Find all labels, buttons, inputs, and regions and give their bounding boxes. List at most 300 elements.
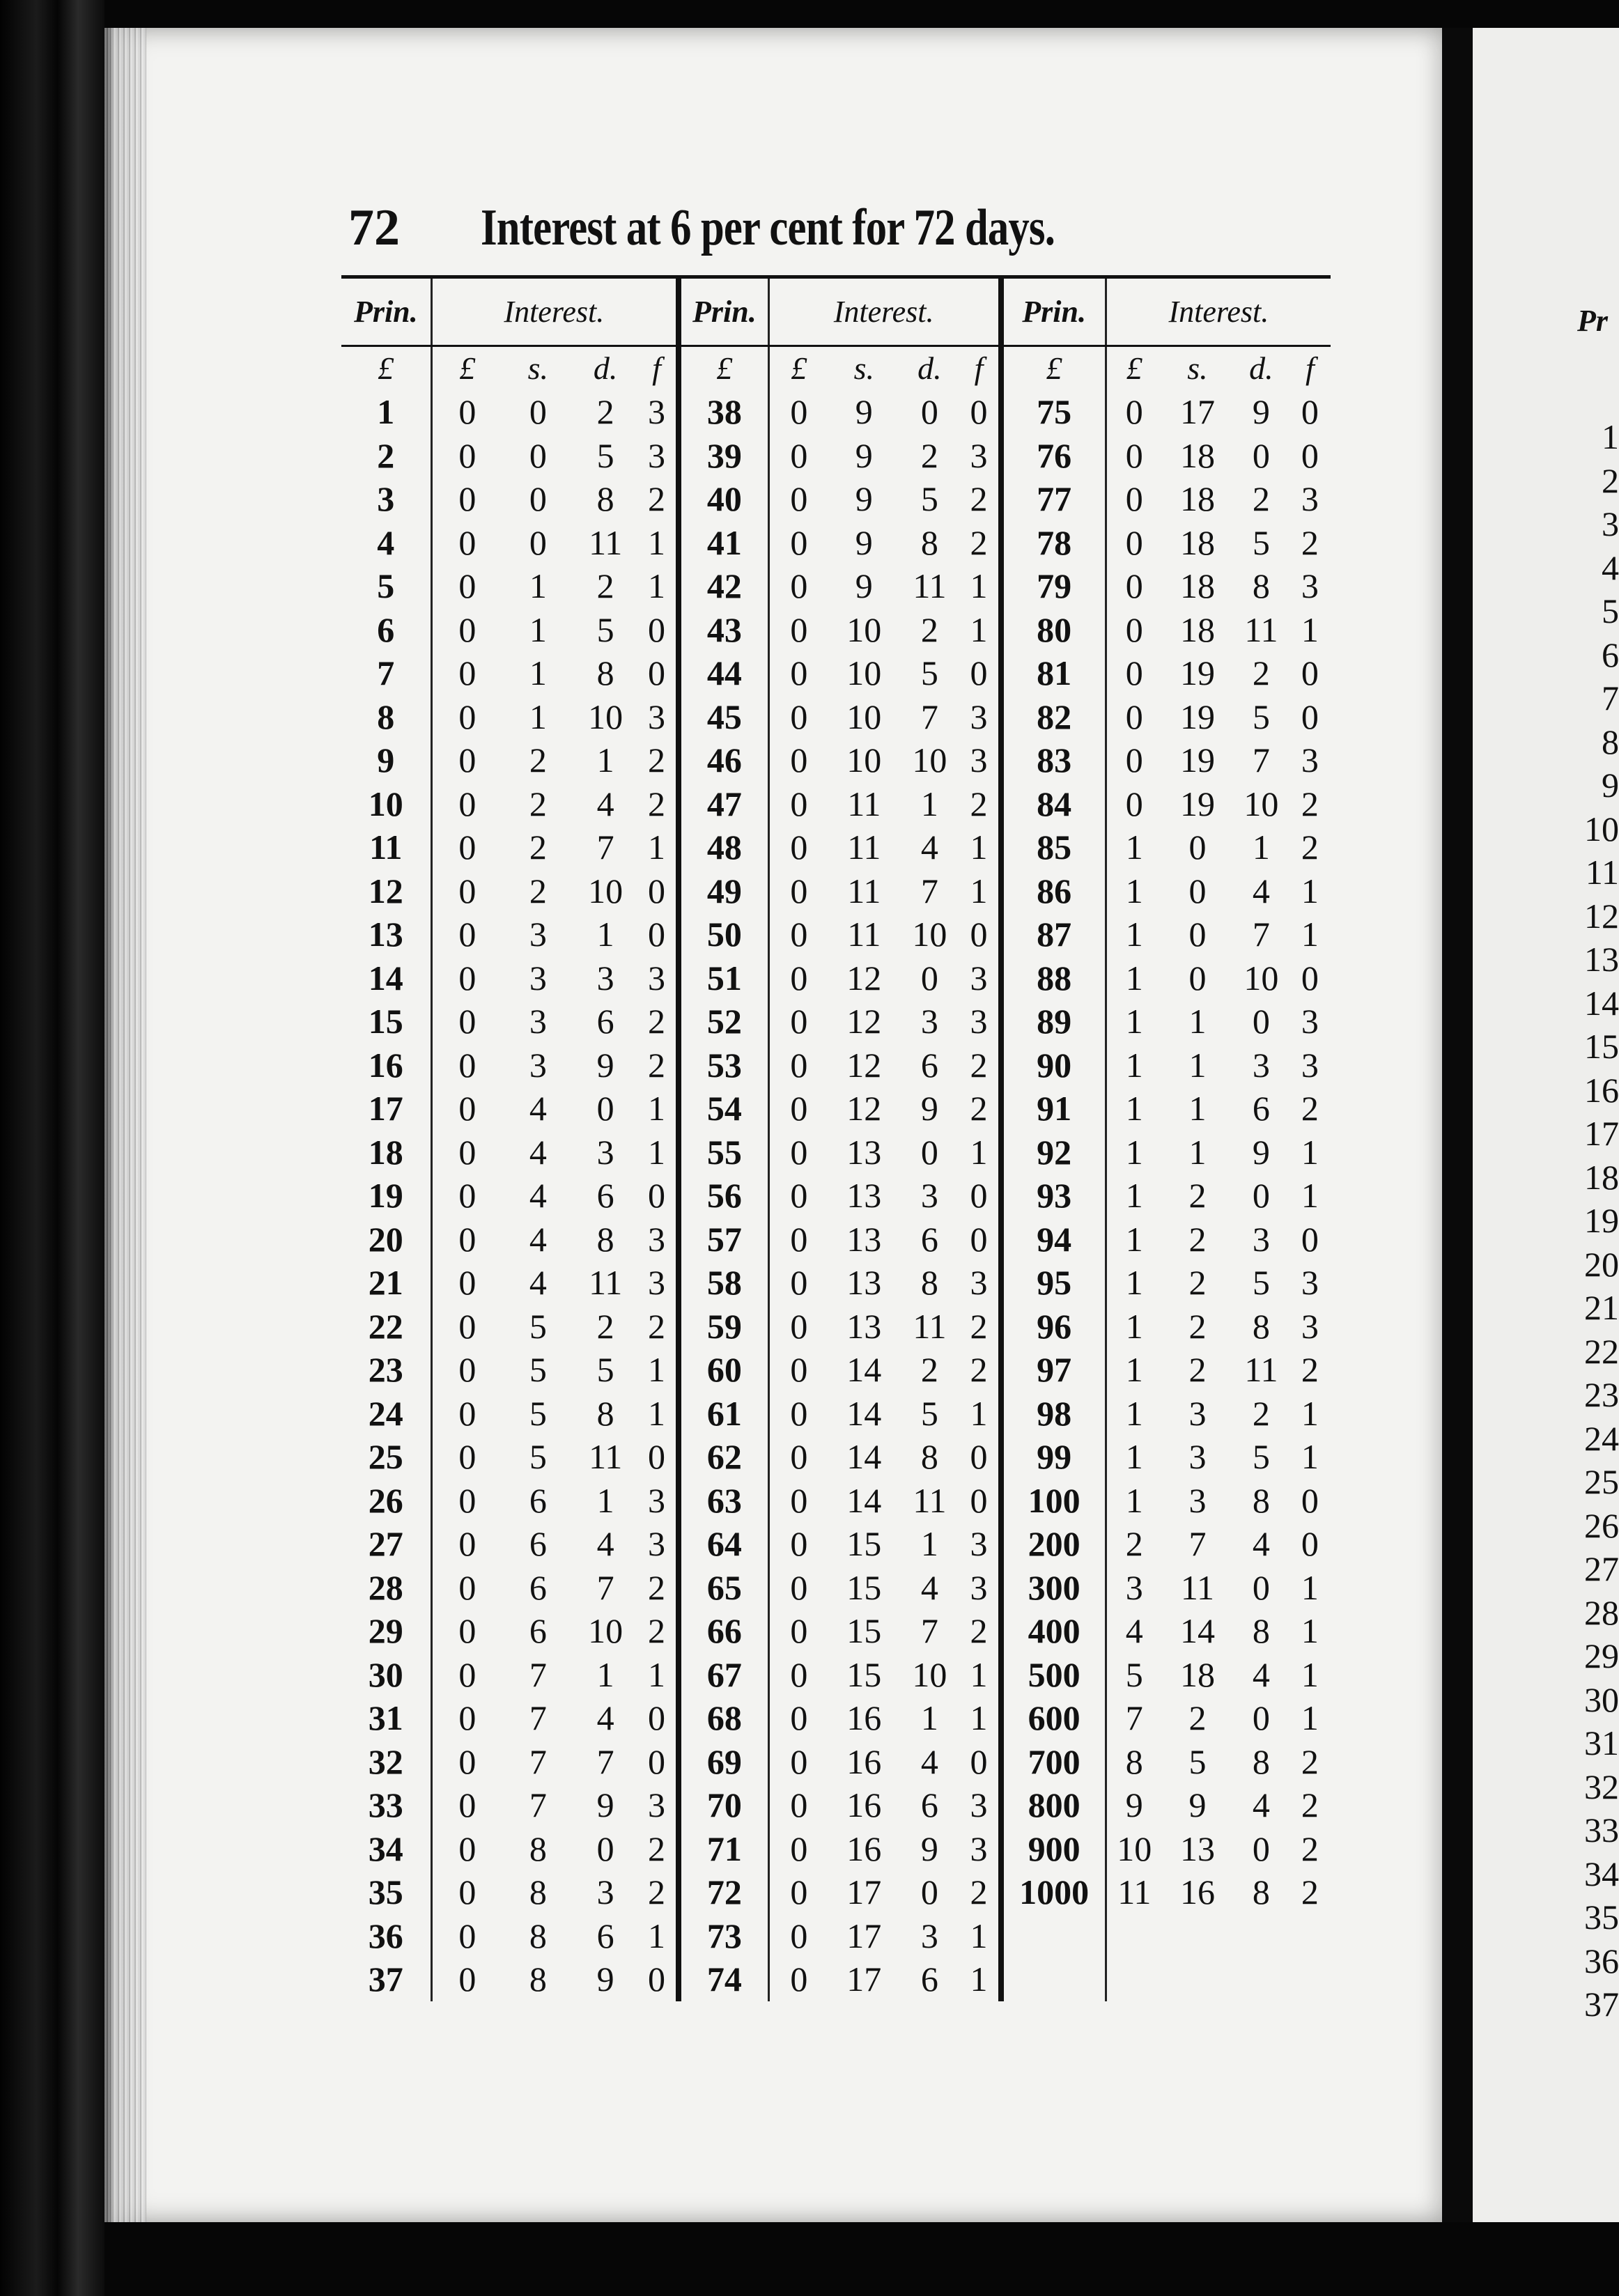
farthings-cell: 3 <box>647 1263 665 1302</box>
pounds-cell: 8 <box>1106 1740 1162 1784</box>
farthings-cell: 1 <box>1301 1611 1319 1650</box>
farthings-cell: 1 <box>647 1654 665 1694</box>
pounds-cell: 0 <box>768 1566 828 1610</box>
pence-cell: 0 <box>1252 1002 1270 1041</box>
pence-cell: 2 <box>596 392 614 431</box>
pounds-cell: 0 <box>431 869 502 913</box>
pounds-cell: 1 <box>1106 1218 1162 1262</box>
pounds-cell: 0 <box>768 782 828 826</box>
pounds-cell: 0 <box>1106 608 1162 652</box>
table-row <box>341 1174 1331 1218</box>
pounds-cell: 0 <box>768 434 828 478</box>
shillings-cell: 16 <box>846 1829 882 1868</box>
shillings-cell: 6 <box>529 1567 547 1607</box>
shillings-cell: 7 <box>529 1698 547 1737</box>
shillings-cell: 3 <box>529 915 547 954</box>
table-row <box>341 1653 1331 1697</box>
principal-cell: 85 <box>1001 825 1106 869</box>
pounds-cell: 0 <box>431 1522 502 1566</box>
shillings-cell: 15 <box>846 1654 882 1694</box>
shillings-cell: 13 <box>846 1219 882 1259</box>
pounds-cell: 0 <box>768 1914 828 1958</box>
pence-cell: 1 <box>920 1524 938 1563</box>
farthings-cell: 1 <box>647 1350 665 1389</box>
pounds-cell: 0 <box>768 1348 828 1392</box>
principal-cell: 82 <box>1001 695 1106 739</box>
farthings-cell: 3 <box>1301 1263 1319 1302</box>
principal-cell: 23 <box>368 1350 403 1389</box>
next-page-header: Pr <box>1577 304 1608 338</box>
pence-cell: 9 <box>920 1089 938 1128</box>
pounds-cell: 1 <box>1106 1392 1162 1436</box>
shillings-cell: 0 <box>1188 871 1207 910</box>
shillings-cell: 10 <box>846 653 882 692</box>
shillings-cell: 11 <box>847 915 881 954</box>
farthings-cell: 1 <box>970 828 988 867</box>
pence-cell: 4 <box>1252 871 1270 910</box>
shillings-cell <box>1162 1914 1233 1958</box>
farthings-cell: 1 <box>647 828 665 867</box>
principal-cell: 7 <box>377 653 395 692</box>
pence-cell: 4 <box>920 1567 938 1607</box>
shillings-cell: 2 <box>1188 1306 1207 1346</box>
principal-cell: 55 <box>679 1131 768 1174</box>
principal-cell: 64 <box>679 1522 768 1566</box>
farthings-cell: 2 <box>970 784 988 823</box>
pence-cell: 1 <box>596 740 614 779</box>
principal-cell: 68 <box>679 1696 768 1740</box>
shillings-cell: 10 <box>846 697 882 736</box>
table-row <box>341 869 1331 913</box>
unit-shillings: s. <box>527 350 549 386</box>
principal-cell: 42 <box>679 564 768 608</box>
unit-pence: d. <box>917 350 942 386</box>
pounds-cell: 0 <box>768 1305 828 1349</box>
farthings-cell: 1 <box>1301 1437 1319 1476</box>
book-spine <box>0 0 104 2296</box>
next-page-number: 1 <box>1602 417 1619 456</box>
shillings-cell: 15 <box>846 1524 882 1563</box>
farthings-cell: 2 <box>647 1611 665 1650</box>
next-page-number: 9 <box>1602 766 1619 805</box>
principal-cell: 67 <box>679 1653 768 1697</box>
pence-cell: 7 <box>920 697 938 736</box>
pounds-cell <box>1106 1957 1162 2001</box>
pence-cell: 6 <box>596 1176 614 1215</box>
principal-cell: 80 <box>1001 608 1106 652</box>
pence-cell: 9 <box>1252 1132 1270 1172</box>
farthings-cell: 2 <box>1301 1785 1319 1824</box>
unit-shillings: s. <box>1187 350 1208 386</box>
table-row <box>341 1827 1331 1871</box>
pounds-cell: 0 <box>768 477 828 521</box>
farthings-cell: 1 <box>1301 610 1319 649</box>
farthings-cell: 3 <box>970 435 988 475</box>
next-page-number: 34 <box>1584 1854 1619 1893</box>
farthings-cell: 0 <box>1301 653 1319 692</box>
principal-cell: 8 <box>377 697 395 736</box>
table-row <box>341 1957 1331 2001</box>
pence-cell: 3 <box>1252 1219 1270 1259</box>
next-page-number: 30 <box>1584 1680 1619 1719</box>
shillings-cell: 3 <box>529 1045 547 1085</box>
shillings-cell: 0 <box>529 479 547 518</box>
shillings-cell: 14 <box>846 1437 882 1476</box>
pence-cell: 0 <box>1252 1567 1270 1607</box>
pence-cell: 4 <box>596 1524 614 1563</box>
pence-cell: 11 <box>1244 1350 1278 1389</box>
principal-cell: 62 <box>679 1435 768 1479</box>
pounds-cell: 0 <box>768 1392 828 1436</box>
pounds-cell: 11 <box>1106 1870 1162 1914</box>
pence-cell: 2 <box>1252 479 1270 518</box>
principal-cell: 12 <box>368 871 403 910</box>
next-page-number: 14 <box>1584 983 1619 1023</box>
pence-cell: 7 <box>920 871 938 910</box>
farthings-cell: 3 <box>970 1785 988 1824</box>
principal-cell: 30 <box>368 1654 403 1694</box>
pounds-cell: 0 <box>768 1609 828 1653</box>
pence-cell: 8 <box>1252 1480 1270 1520</box>
principal-cell: 76 <box>1001 434 1106 478</box>
farthings-cell: 2 <box>1301 1742 1319 1781</box>
principal-cell <box>1001 1957 1106 2001</box>
pounds-cell: 0 <box>431 1305 502 1349</box>
pounds-cell: 0 <box>768 695 828 739</box>
shillings-cell: 18 <box>1179 566 1215 605</box>
farthings-cell: 0 <box>970 1742 988 1781</box>
pence-cell: 10 <box>912 1654 947 1694</box>
shillings-cell: 9 <box>855 522 873 562</box>
principal-cell: 49 <box>679 869 768 913</box>
farthings-cell: 2 <box>1301 522 1319 562</box>
pounds-cell: 0 <box>431 1392 502 1436</box>
farthings-cell: 3 <box>970 1524 988 1563</box>
pence-cell: 1 <box>596 1654 614 1694</box>
farthings-cell: 0 <box>1301 392 1319 431</box>
next-page-number: 19 <box>1584 1201 1619 1240</box>
pence-cell: 5 <box>920 479 938 518</box>
interest-header: Interest. <box>431 277 679 346</box>
shillings-cell: 5 <box>1188 1742 1207 1781</box>
pence-cell: 7 <box>920 1611 938 1650</box>
pounds-cell: 1 <box>1106 1261 1162 1305</box>
farthings-cell <box>1289 1957 1331 2001</box>
table-row <box>341 1261 1331 1305</box>
table-row <box>341 738 1331 782</box>
principal-cell: 70 <box>679 1783 768 1827</box>
shillings-cell: 11 <box>1180 1567 1215 1607</box>
table-row <box>341 390 1331 434</box>
pence-cell: 3 <box>596 958 614 998</box>
pence-cell: 5 <box>1252 1437 1270 1476</box>
next-page-number: 32 <box>1584 1767 1619 1806</box>
shillings-cell: 2 <box>529 828 547 867</box>
next-page-number: 31 <box>1584 1723 1619 1762</box>
interest-header: Interest. <box>1106 277 1331 346</box>
farthings-cell: 3 <box>647 958 665 998</box>
pounds-cell: 0 <box>768 1261 828 1305</box>
pounds-cell: 0 <box>431 1479 502 1523</box>
next-page-number: 23 <box>1584 1375 1619 1414</box>
next-page-number: 33 <box>1584 1810 1619 1849</box>
pence-cell: 5 <box>596 610 614 649</box>
book-gutter <box>1442 28 1473 2222</box>
principal-cell: 66 <box>679 1609 768 1653</box>
farthings-cell: 3 <box>1301 1002 1319 1041</box>
table-row <box>341 1566 1331 1610</box>
principal-cell: 22 <box>368 1306 403 1346</box>
shillings-cell: 2 <box>529 784 547 823</box>
principal-cell: 36 <box>368 1916 403 1955</box>
principal-cell: 51 <box>679 956 768 1000</box>
shillings-cell: 3 <box>1188 1393 1207 1433</box>
principal-cell: 98 <box>1001 1392 1106 1436</box>
pounds-cell: 0 <box>431 1435 502 1479</box>
next-page-number: 11 <box>1585 853 1619 892</box>
shillings-cell: 11 <box>847 871 881 910</box>
unit-farthings: f <box>974 350 984 386</box>
unit-prin: £ <box>679 346 768 391</box>
table-row <box>341 913 1331 956</box>
table-row <box>341 1348 1331 1392</box>
pence-cell: 10 <box>1244 958 1279 998</box>
farthings-cell: 0 <box>1301 697 1319 736</box>
next-page-number: 21 <box>1584 1288 1619 1327</box>
pounds-cell: 0 <box>768 1435 828 1479</box>
principal-cell: 300 <box>1001 1566 1106 1610</box>
pence-cell <box>1233 1957 1289 2001</box>
pence-cell: 8 <box>920 1263 938 1302</box>
pounds-cell: 1 <box>1106 1305 1162 1349</box>
pence-cell: 6 <box>596 1002 614 1041</box>
shillings-cell: 11 <box>847 784 881 823</box>
principal-cell: 72 <box>679 1870 768 1914</box>
farthings-cell: 2 <box>970 1306 988 1346</box>
table-row <box>341 477 1331 521</box>
farthings-cell: 0 <box>647 1960 665 1999</box>
pence-cell: 5 <box>920 653 938 692</box>
shillings-cell: 3 <box>529 958 547 998</box>
pounds-cell: 0 <box>431 608 502 652</box>
pence-cell: 9 <box>920 1829 938 1868</box>
shillings-cell: 16 <box>846 1785 882 1824</box>
pounds-cell: 0 <box>431 1000 502 1044</box>
farthings-cell: 0 <box>1301 1524 1319 1563</box>
principal-cell: 5 <box>377 566 395 605</box>
pence-cell: 11 <box>1244 610 1278 649</box>
farthings-cell: 2 <box>647 1829 665 1868</box>
shillings-cell: 2 <box>1188 1219 1207 1259</box>
pence-cell: 4 <box>596 784 614 823</box>
farthings-cell: 1 <box>970 610 988 649</box>
pounds-cell: 0 <box>768 738 828 782</box>
shillings-cell: 13 <box>846 1132 882 1172</box>
pounds-cell: 0 <box>768 1957 828 2001</box>
next-page-number: 13 <box>1584 940 1619 979</box>
farthings-cell: 2 <box>647 740 665 779</box>
next-page-number: 8 <box>1602 722 1619 761</box>
pence-cell: 0 <box>1252 1176 1270 1215</box>
table-row <box>341 1522 1331 1566</box>
shillings-cell: 10 <box>846 610 882 649</box>
farthings-cell: 1 <box>970 1960 988 1999</box>
shillings-cell: 8 <box>529 1960 547 1999</box>
pounds-cell: 0 <box>768 1044 828 1087</box>
principal-cell: 700 <box>1001 1740 1106 1784</box>
farthings-cell: 2 <box>970 1872 988 1911</box>
principal-cell: 52 <box>679 1000 768 1044</box>
principal-cell: 61 <box>679 1392 768 1436</box>
next-page-number: 17 <box>1584 1114 1619 1153</box>
farthings-cell: 2 <box>647 1002 665 1041</box>
farthings-cell <box>1289 1914 1331 1958</box>
farthings-cell: 0 <box>647 915 665 954</box>
pounds-cell: 0 <box>768 1479 828 1523</box>
shillings-cell: 0 <box>529 435 547 475</box>
next-page-number: 12 <box>1584 896 1619 936</box>
next-page-number: 24 <box>1584 1418 1619 1458</box>
pounds-cell: 0 <box>768 1827 828 1871</box>
next-page-number: 3 <box>1602 504 1619 543</box>
shillings-cell: 1 <box>1188 1132 1207 1172</box>
pence-cell: 11 <box>913 1306 947 1346</box>
pounds-cell: 0 <box>768 1696 828 1740</box>
principal-cell: 500 <box>1001 1653 1106 1697</box>
pounds-cell: 1 <box>1106 1479 1162 1523</box>
table-row <box>341 1305 1331 1349</box>
pounds-cell: 1 <box>1106 825 1162 869</box>
shillings-cell: 3 <box>529 1002 547 1041</box>
farthings-cell: 2 <box>970 479 988 518</box>
principal-cell: 24 <box>368 1393 403 1433</box>
principal-cell: 41 <box>679 521 768 565</box>
principal-cell: 17 <box>368 1089 403 1128</box>
pounds-cell: 0 <box>431 1218 502 1262</box>
farthings-cell: 0 <box>970 653 988 692</box>
pence-cell: 9 <box>596 1960 614 1999</box>
farthings-cell: 0 <box>647 610 665 649</box>
principal-cell <box>1001 1914 1106 1958</box>
pence-cell: 2 <box>920 1350 938 1389</box>
page-edges <box>104 28 146 2222</box>
principal-cell: 47 <box>679 782 768 826</box>
pounds-cell: 0 <box>768 1740 828 1784</box>
table-row <box>341 1914 1331 1958</box>
pence-cell: 4 <box>1252 1524 1270 1563</box>
principal-cell: 35 <box>368 1872 403 1911</box>
prin-header: Prin. <box>679 277 768 346</box>
pence-cell: 3 <box>596 1872 614 1911</box>
farthings-cell: 3 <box>970 958 988 998</box>
shillings-cell: 12 <box>846 1045 882 1085</box>
farthings-cell: 3 <box>647 1785 665 1824</box>
shillings-cell: 9 <box>855 566 873 605</box>
table-row <box>341 1131 1331 1174</box>
principal-cell: 33 <box>368 1785 403 1824</box>
farthings-cell: 0 <box>647 871 665 910</box>
shillings-cell: 5 <box>529 1393 547 1433</box>
shillings-cell: 8 <box>529 1916 547 1955</box>
principal-cell: 18 <box>368 1132 403 1172</box>
pence-cell: 7 <box>596 1567 614 1607</box>
pence-cell: 8 <box>596 1219 614 1259</box>
farthings-cell: 3 <box>970 1567 988 1607</box>
principal-cell: 34 <box>368 1829 403 1868</box>
table-row <box>341 1740 1331 1784</box>
shillings-cell: 4 <box>529 1263 547 1302</box>
pounds-cell: 0 <box>768 608 828 652</box>
principal-cell: 74 <box>679 1957 768 2001</box>
pence-cell: 4 <box>920 828 938 867</box>
pounds-cell: 0 <box>431 477 502 521</box>
pounds-cell: 0 <box>431 434 502 478</box>
pounds-cell: 0 <box>768 869 828 913</box>
farthings-cell: 1 <box>647 1916 665 1955</box>
shillings-cell: 2 <box>529 740 547 779</box>
shillings-cell: 15 <box>846 1611 882 1650</box>
shillings-cell: 17 <box>846 1960 882 1999</box>
pence-cell: 0 <box>920 1872 938 1911</box>
farthings-cell: 0 <box>647 1698 665 1737</box>
pounds-cell: 3 <box>1106 1566 1162 1610</box>
shillings-cell: 1 <box>1188 1045 1207 1085</box>
principal-cell: 900 <box>1001 1827 1106 1871</box>
farthings-cell: 2 <box>647 784 665 823</box>
pence-cell <box>1233 1914 1289 1958</box>
pounds-cell: 0 <box>431 1261 502 1305</box>
farthings-cell: 3 <box>970 1002 988 1041</box>
pounds-cell: 0 <box>768 956 828 1000</box>
farthings-cell: 1 <box>970 566 988 605</box>
farthings-cell: 1 <box>647 566 665 605</box>
pounds-cell: 0 <box>1106 738 1162 782</box>
pounds-cell: 0 <box>768 390 828 434</box>
farthings-cell: 2 <box>970 1611 988 1650</box>
pence-cell: 10 <box>1244 784 1279 823</box>
shillings-cell: 5 <box>529 1350 547 1389</box>
shillings-cell: 14 <box>846 1480 882 1520</box>
next-page-number: 2 <box>1602 460 1619 500</box>
principal-cell: 45 <box>679 695 768 739</box>
pence-cell: 2 <box>920 435 938 475</box>
pounds-cell: 0 <box>1106 651 1162 695</box>
principal-cell: 600 <box>1001 1696 1106 1740</box>
shillings-cell: 4 <box>529 1219 547 1259</box>
principal-cell: 59 <box>679 1305 768 1349</box>
next-page-number: 7 <box>1602 678 1619 718</box>
pence-cell: 7 <box>596 1742 614 1781</box>
table-row <box>341 956 1331 1000</box>
pence-cell: 8 <box>1252 566 1270 605</box>
pounds-cell: 0 <box>768 1522 828 1566</box>
table-row <box>341 1479 1331 1523</box>
shillings-cell: 11 <box>847 828 881 867</box>
pence-cell: 0 <box>1252 1829 1270 1868</box>
principal-cell: 95 <box>1001 1261 1106 1305</box>
principal-cell: 56 <box>679 1174 768 1218</box>
unit-pence: d. <box>593 350 618 386</box>
principal-cell: 28 <box>368 1567 403 1607</box>
principal-cell: 3 <box>377 479 395 518</box>
pence-cell: 5 <box>596 1350 614 1389</box>
page-number: 72 <box>348 199 400 256</box>
principal-cell: 78 <box>1001 521 1106 565</box>
shillings-cell: 1 <box>529 653 547 692</box>
shillings-cell: 16 <box>846 1742 882 1781</box>
shillings-cell: 9 <box>1188 1785 1207 1824</box>
shillings-cell: 0 <box>1188 958 1207 998</box>
